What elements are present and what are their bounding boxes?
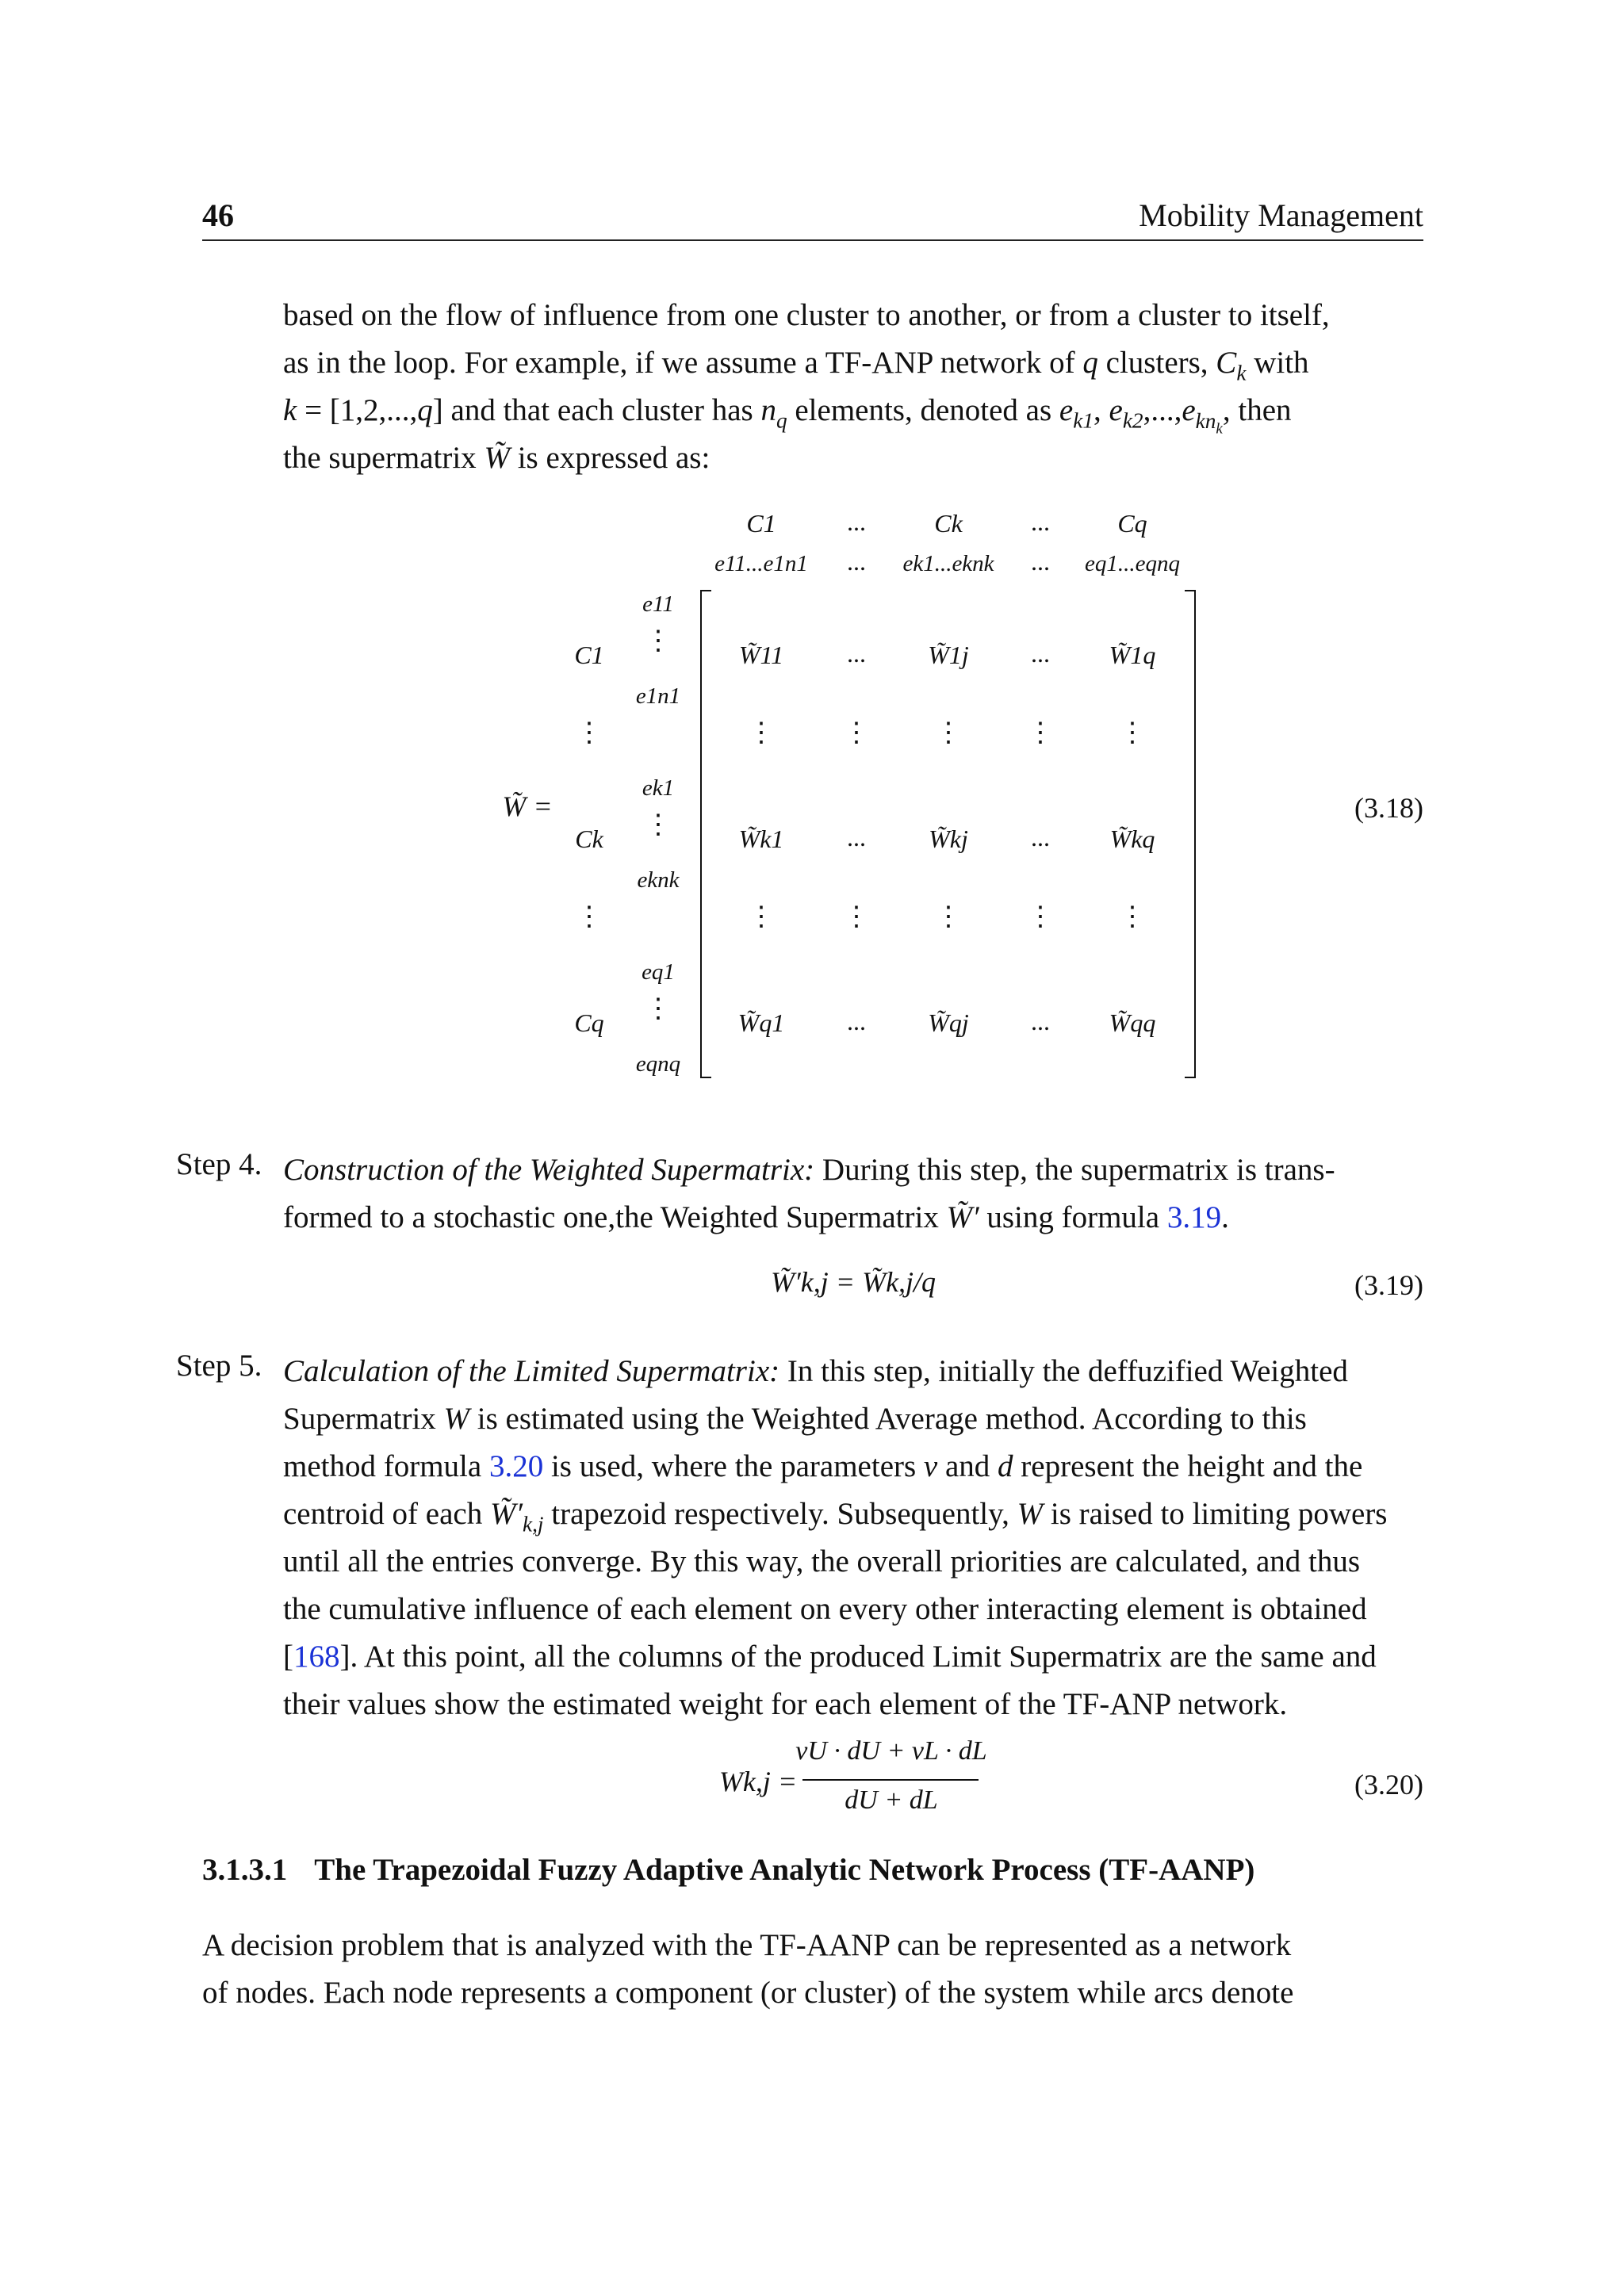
cell-vdots: ⋮: [843, 902, 870, 932]
step-5-line-1: Calculation of the Limited Supermatrix: In this step, initially the deffuzified Weighted: [283, 1354, 1348, 1388]
ref-3-20-link[interactable]: 3.20: [488, 1449, 544, 1483]
ref-3-19-link[interactable]: 3.19: [1166, 1200, 1222, 1234]
cell-dots: ...: [1031, 823, 1050, 851]
matrix-lhs: W̃ =: [502, 790, 553, 822]
cell-Wqq: W̃qq: [1109, 1008, 1156, 1037]
step-4-line-2: formed to a stochastic one,the Weighted Supermatrix W̃′ using formula 3.19.: [283, 1200, 1229, 1234]
intro-line-3: k = [1,2,...,q] and that each cluster has $n_q$ elements, denoted as $e_{k1}$, $e_{k2},...,e_{kn_k}$, then: [283, 393, 1292, 438]
equation-number-3-20: (3.20): [1354, 1769, 1423, 1800]
matrix-left-bracket: [700, 590, 711, 1078]
section-paragraph: [202, 1922, 1423, 2017]
col-cluster-dots-1: ...: [847, 507, 866, 536]
cell-vdots: ⋮: [1119, 718, 1146, 748]
cell-vdots: ⋮: [1119, 902, 1146, 932]
row-element-vdots-1: ⋮: [645, 626, 672, 656]
row-element-ek1: ek1: [642, 775, 675, 801]
row-cluster-1: C1: [574, 641, 604, 669]
step-5-title: Calculation of the Limited Supermatrix:: [283, 1354, 780, 1388]
row-cluster-vdots-2: ⋮: [576, 902, 603, 932]
cell-W11: W̃11: [738, 641, 784, 669]
cell-Wk1: W̃k1: [738, 825, 784, 853]
step-5-line-2: Supermatrix W is estimated using the Weighted Average method. According to this: [283, 1402, 1307, 1436]
step-4-paragraph: [283, 1146, 1423, 1242]
row-element-e1n1: e1n1: [635, 683, 681, 709]
equation-3-20-numerator: vU · dU + vL · dL: [795, 1736, 987, 1766]
ref-168-link[interactable]: 168: [293, 1640, 340, 1674]
page-header: [202, 195, 1423, 241]
row-element-vdots-k: ⋮: [645, 810, 672, 840]
step-5-paragraph: [283, 1348, 1423, 1728]
row-element-eq1: eq1: [642, 959, 675, 985]
cell-vdots: ⋮: [748, 902, 775, 932]
step-4-line-1: Construction of the Weighted Supermatrix: During this step, the supermatrix is trans-: [283, 1153, 1335, 1187]
step-4-title: Construction of the Weighted Supermatrix:: [283, 1153, 815, 1187]
cell-Wkq: W̃kq: [1109, 825, 1155, 853]
cell-dots: ...: [1031, 639, 1050, 668]
running-title: Mobility Management: [1139, 197, 1423, 233]
cell-vdots: ⋮: [935, 718, 962, 748]
col-elements-k: ek1...eknk: [902, 551, 994, 576]
cell-Wqj: W̃qj: [928, 1008, 969, 1037]
cell-W1j: W̃1j: [928, 641, 969, 669]
cell-dots: ...: [1031, 1007, 1050, 1035]
cell-dots: ...: [847, 823, 866, 851]
step-5-line-3: method formula 3.20 is used, where the parameters v and d represent the height and the: [283, 1449, 1363, 1483]
equation-number-3-19: (3.19): [1354, 1269, 1423, 1301]
col-elements-dots-2: ...: [1031, 547, 1050, 576]
page-number: 46: [202, 197, 234, 233]
step-5-line-4: centroid of each $W̃'_{k,j}$ trapezoid respectively. Subsequently, W is raised to limiting powers: [283, 1497, 1388, 1536]
step-5-line-7: [168]. At this point, all the columns of the produced Limit Supermatrix are the same and: [283, 1640, 1377, 1674]
section-heading: [202, 1852, 1254, 1888]
cell-dots: ...: [847, 1007, 866, 1035]
section-number: 3.1.3.1: [202, 1853, 288, 1887]
step-5-line-5: until all the entries converge. By this way, the overall priorities are calculated, and thus: [283, 1544, 1361, 1578]
row-cluster-vdots-1: ⋮: [576, 718, 603, 748]
col-elements-q: eq1...eqnq: [1085, 551, 1180, 576]
cell-Wq1: W̃q1: [737, 1008, 785, 1037]
equation-number-3-18: (3.18): [1354, 792, 1423, 824]
intro-line-4: the supermatrix W̃ is expressed as:: [283, 441, 710, 475]
row-element-eknk: eknk: [637, 867, 680, 893]
cell-Wkj: W̃kj: [929, 825, 968, 853]
col-elements-1: e11...e1n1: [714, 551, 808, 576]
cell-dots: ...: [847, 639, 866, 668]
col-cluster-dots-2: ...: [1031, 507, 1050, 536]
intro-line-2: as in the loop. For example, if we assume a TF-ANP network of q clusters, $C_k$ with: [283, 346, 1309, 385]
cell-vdots: ⋮: [748, 718, 775, 748]
row-element-vdots-q: ⋮: [645, 994, 672, 1024]
matrix-right-bracket: [1185, 590, 1196, 1078]
section-title: The Trapezoidal Fuzzy Adaptive Analytic Network Process (TF-AANP): [314, 1853, 1255, 1887]
step-4-label: Step 4.: [176, 1147, 262, 1181]
step-5-line-6: the cumulative influence of each element on every other interacting element is obtained: [283, 1592, 1367, 1626]
equation-3-20-lhs: Wk,j =: [718, 1766, 798, 1797]
col-cluster-q: Cq: [1117, 509, 1147, 538]
cell-vdots: ⋮: [935, 902, 962, 932]
row-cluster-k: Ck: [575, 825, 603, 853]
col-cluster-1: C1: [746, 509, 776, 538]
row-cluster-q: Cq: [574, 1008, 604, 1037]
cell-vdots: ⋮: [843, 718, 870, 748]
cell-vdots: ⋮: [1027, 718, 1054, 748]
cell-vdots: ⋮: [1027, 902, 1054, 932]
col-cluster-k: Ck: [934, 509, 963, 538]
col-elements-dots-1: ...: [847, 547, 866, 576]
row-element-eqnq: eqnq: [635, 1051, 681, 1077]
fraction-bar: [802, 1779, 979, 1781]
section-line-2: of nodes. Each node represents a component (or cluster) of the system while arcs denote: [202, 1976, 1294, 2010]
cell-W1q: W̃1q: [1109, 641, 1156, 669]
equation-3-20-denominator: dU + dL: [845, 1785, 938, 1815]
step-5-line-8: their values show the estimated weight for each element of the TF-ANP network.: [283, 1687, 1288, 1721]
intro-line-1: based on the flow of influence from one cluster to another, or from a cluster to itself,: [283, 298, 1330, 332]
section-line-1: A decision problem that is analyzed with the TF-AANP can be represented as a network: [202, 1928, 1292, 1962]
step-5-label: Step 5.: [176, 1349, 262, 1383]
row-element-e11: e11: [642, 591, 674, 617]
intro-paragraph: [283, 292, 1423, 482]
equation-3-19: W̃′k,j = W̃k,j/q: [770, 1266, 936, 1298]
